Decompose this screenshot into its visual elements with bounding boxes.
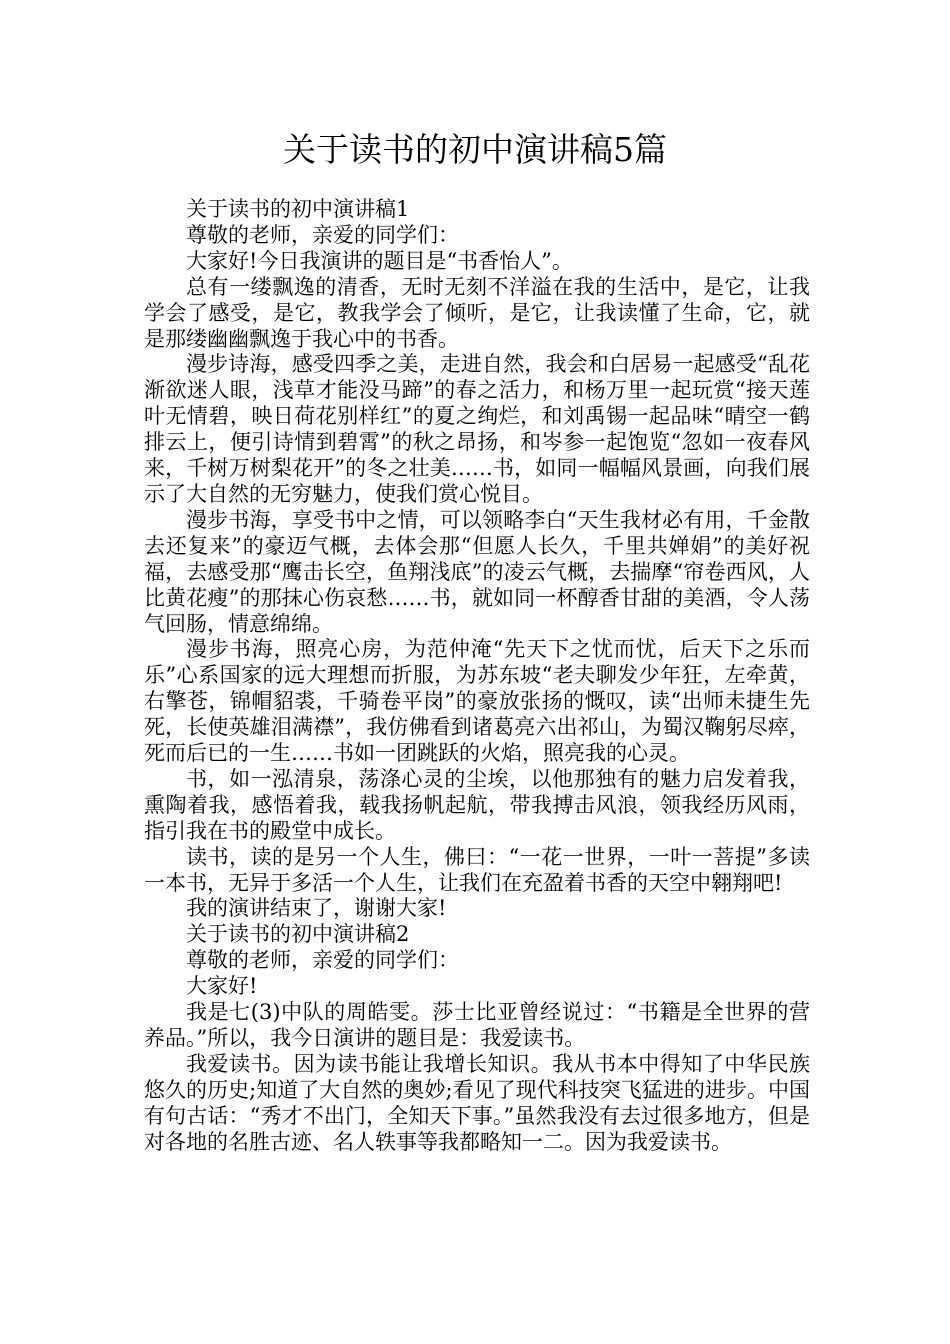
body-paragraph: 总有一缕飘逸的清香，无时无刻不洋溢在我的生活中，是它，让我学会了感受，是它，教我学会了倾听，是它，让我读懂了生命，它，就是那缕幽幽飘逸于我心中的书香。 xyxy=(144,274,810,351)
body-paragraph: 漫步书海，照亮心房，为范仲淹“先天下之忧而忧，后天下之乐而乐”心系国家的远大理想而折服，为苏东坡“老夫聊发少年狂，左牵黄，右擎苍，锦帽貂裘，千骑卷平岗”的豪放张扬的慨叹，读“出师未捷生先死，长使英雄泪满襟”，我仿佛看到诸葛亮六出祁山，为蜀汉鞠躬尽瘁，死而后已的一生……书如一团跳跃的火焰，照亮我的心灵。 xyxy=(144,637,810,766)
document-body xyxy=(144,197,810,1156)
body-paragraph: 书，如一泓清泉，荡涤心灵的尘埃，以他那独有的魅力启发着我，熏陶着我，感悟着我，载我扬帆起航，带我搏击风浪，领我经历风雨，指引我在书的殿堂中成长。 xyxy=(144,766,810,843)
greeting: 大家好! xyxy=(186,974,258,999)
document-title: 关于读书的初中演讲稿5篇 xyxy=(283,130,667,169)
salutation: 尊敬的老师，亲爱的同学们： xyxy=(186,222,459,247)
greeting: 大家好!今日我演讲的题目是“书香怡人”。 xyxy=(186,248,573,273)
body-paragraph: 读书，读的是另一个人生，佛曰：“一花一世界，一叶一菩提”多读一本书，无异于多活一个人生，让我们在充盈着书香的天空中翱翔吧! xyxy=(144,844,810,895)
speech-heading: 关于读书的初中演讲稿1 xyxy=(186,197,410,221)
closing-line: 我的演讲结束了，谢谢大家! xyxy=(186,896,447,921)
salutation: 尊敬的老师，亲爱的同学们： xyxy=(186,948,459,973)
body-paragraph: 漫步书海，享受书中之情，可以领略李白“天生我材必有用，千金散去还复来”的豪迈气概，去体会那“但愿人长久，千里共婵娟”的美好祝福，去感受那“鹰击长空，鱼翔浅底”的凌云气概，去揣摩“帘卷西风，人比黄花瘦”的那抹心伤哀愁……书，就如同一杯醇香甘甜的美酒，令人荡气回肠，情意绵绵。 xyxy=(144,507,810,636)
body-paragraph: 我爱读书。因为读书能让我增长知识。我从书本中得知了中华民族悠久的历史;知道了大自然的奥妙;看见了现代科技突飞猛进的进步。中国有句古话：“秀才不出门，全知天下事。”虽然我没有去过很多地方，但是对各地的名胜古迹、名人轶事等我都略知一二。因为我爱读书。 xyxy=(144,1051,810,1154)
body-paragraph: 我是七(3)中队的周皓雯。莎士比亚曾经说过：“书籍是全世界的营养品。”所以，我今日演讲的题目是：我爱读书。 xyxy=(144,1000,810,1050)
body-paragraph: 漫步诗海，感受四季之美，走进自然，我会和白居易一起感受“乱花渐欲迷人眼，浅草才能没马蹄”的春之活力，和杨万里一起玩赏“接天莲叶无情碧，映日荷花别样红”的夏之绚烂，和刘禹锡一起品味“晴空一鹤排云上，便引诗情到碧霄”的秋之昂扬，和岑参一起饱览“忽如一夜春风来，千树万树梨花开”的冬之壮美……书，如同一幅幅风景画，向我们展示了大自然的无穷魅力，使我们赏心悦目。 xyxy=(144,352,810,506)
speech-heading: 关于读书的初中演讲稿2 xyxy=(186,922,410,947)
